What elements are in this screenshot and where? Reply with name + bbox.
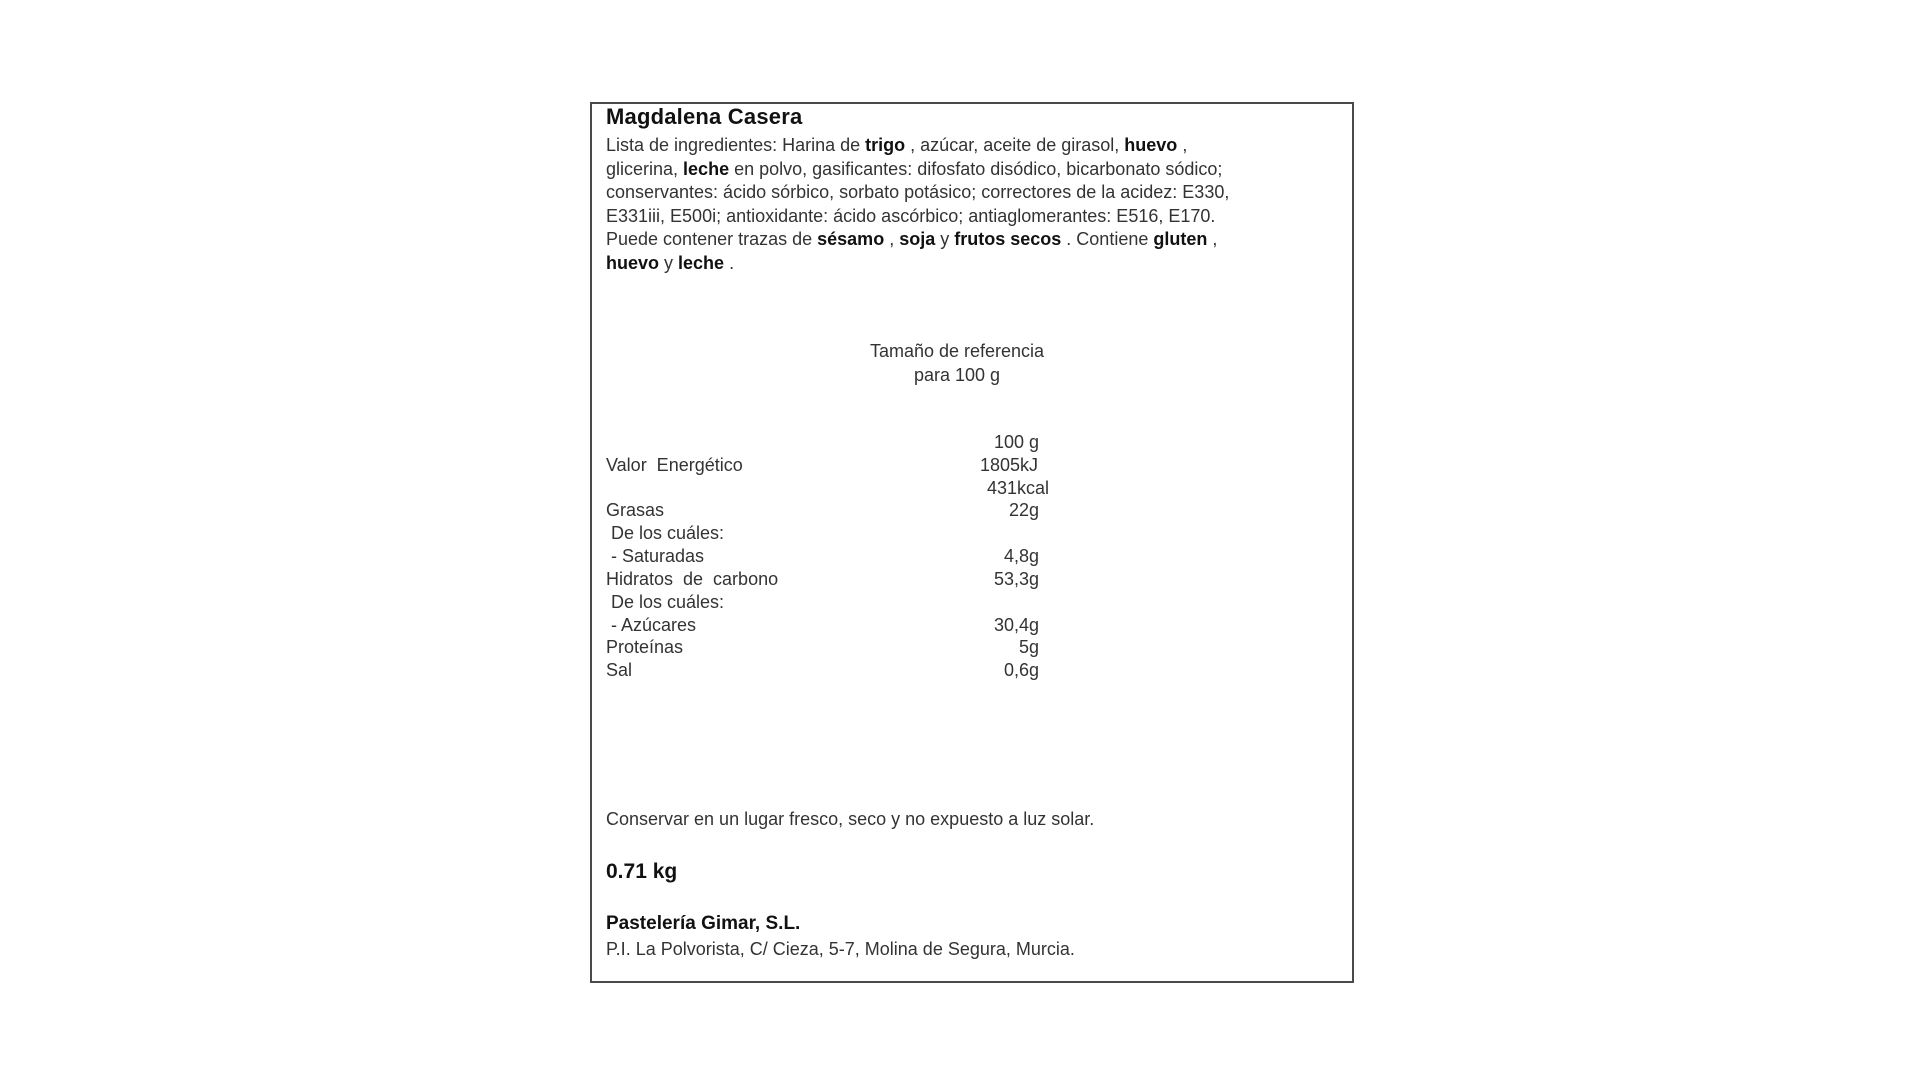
of-which-label: De los cuáles: (606, 592, 725, 612)
salt-value: 0,6g (1003, 660, 1039, 680)
product-title: Magdalena Casera (606, 104, 803, 129)
ingredients-text: Lista de ingredientes: Harina de (606, 135, 866, 155)
allergen: frutos secos (954, 229, 1062, 249)
ingredients-text: . (724, 252, 735, 273)
ingredients-line: conservantes: ácido sórbico, sorbato potásico; correctores de la acidez: E330, (606, 182, 1230, 202)
net-weight: 0.71 kg (606, 860, 678, 883)
allergen: sésamo (817, 229, 885, 249)
per-100g-header: 100 g (993, 432, 1039, 452)
company-address: P.I. La Polvorista, C/ Cieza, 5-7, Molina de Segura, Murcia. (606, 939, 1075, 959)
ingredients-text: , (1177, 135, 1188, 155)
protein-label: Proteínas (606, 637, 684, 657)
energy-kj-value: 1805kJ (979, 455, 1038, 475)
sugars-label: - Azúcares (606, 615, 697, 635)
ingredients-text: , (1207, 229, 1218, 249)
ingredients-line (606, 158, 1336, 182)
fat-label: Grasas (606, 500, 665, 520)
ingredients-text: , (884, 229, 900, 249)
salt-label: Sal (606, 660, 633, 680)
ingredients-text: glicerina, (606, 158, 684, 179)
ingredients-text: . Contiene (1061, 229, 1154, 249)
saturated-label: - Saturadas (606, 546, 705, 566)
allergen: trigo (865, 135, 906, 155)
carbs-value: 53,3g (993, 569, 1039, 589)
saturated-value: 4,8g (1003, 546, 1039, 566)
ingredients-text: y (935, 229, 955, 249)
fat-value: 22g (1008, 500, 1039, 520)
storage-instructions: Conservar en un lugar fresco, seco y no expuesto a luz solar. (606, 809, 1095, 829)
reference-size-label: Tamaño de referencia (869, 341, 1045, 361)
allergen: leche (683, 158, 730, 179)
protein-value: 5g (1018, 637, 1039, 657)
energy-label: Valor Energético (606, 455, 743, 475)
ingredients-line (606, 252, 1336, 276)
reference-size-value: para 100 g (913, 365, 1001, 385)
ingredients-text: , azúcar, aceite de girasol, (905, 135, 1125, 155)
allergen: gluten (1153, 229, 1208, 249)
company-name: Pastelería Gimar, S.L. (606, 913, 801, 934)
ingredients-list (606, 134, 1336, 275)
carbs-label: Hidratos de carbono (606, 569, 779, 589)
of-which-label: De los cuáles: (606, 523, 725, 543)
sugars-value: 30,4g (993, 615, 1039, 635)
allergen: soja (899, 229, 936, 249)
allergen: leche (678, 252, 725, 273)
ingredients-text: y (659, 252, 679, 273)
ingredients-text: en polvo, gasificantes: difosfato disódico, bicarbonato sódico; (729, 158, 1223, 179)
energy-kcal-value: 431kcal (986, 478, 1049, 498)
ingredients-line (606, 228, 1336, 252)
allergen: huevo (1124, 135, 1178, 155)
ingredients-line: E331iii, E500i; antioxidante: ácido ascórbico; antiaglomerantes: E516, E170. (606, 205, 1216, 226)
allergen: huevo (606, 252, 660, 273)
ingredients-line (606, 134, 1336, 158)
product-label (590, 102, 1354, 983)
ingredients-text: Puede contener trazas de (606, 229, 818, 249)
